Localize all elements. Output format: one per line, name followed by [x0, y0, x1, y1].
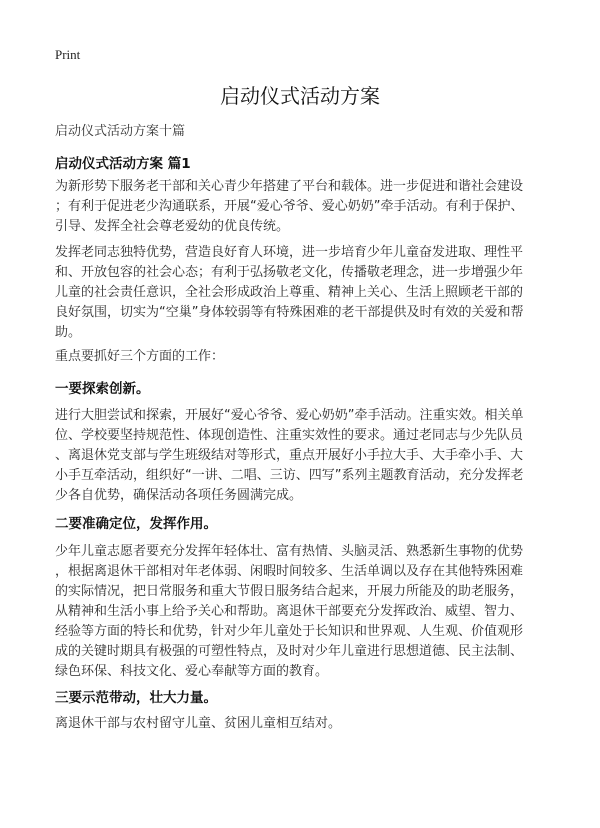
print-link[interactable]: Print	[55, 47, 81, 62]
subheading-3: 三要示范带动，壮大力量。	[55, 690, 217, 706]
subheading-2: 二要准确定位，发挥作用。	[55, 516, 217, 532]
document-subtitle: 启动仪式活动方案十篇	[55, 124, 186, 139]
text-line: 为新形势下服务老干部和关心青少年搭建了平台和载体。进一步促进和谐社会建设	[55, 179, 524, 194]
text-line: 小手互牵活动，组织好“一讲、二唱、三访、四写”系列主题教育活动，充分发挥老	[55, 468, 524, 483]
text-line: 从精神和生活小事上给予关心和帮助。离退休干部要充分发挥政治、威望、智力、	[55, 604, 524, 619]
paragraph-5	[55, 542, 555, 682]
text-line: 助。	[55, 325, 82, 340]
text-line: 发挥老同志独特优势，营造良好育人环境，进一步培育少年儿童奋发进取、理性平	[55, 245, 524, 260]
text-line: 位、学校要坚持规范性、体现创造性、注重实效性的要求。通过老同志与少先队员	[55, 428, 524, 443]
paragraph-6	[55, 714, 555, 734]
text-line: 少年儿童志愿者要充分发挥年轻体壮、富有热情、头脑灵活、熟悉新生事物的优势	[55, 544, 524, 559]
text-line: 重点要抓好三个方面的工作：	[55, 349, 225, 364]
text-line: 成的关键时期具有极强的可塑性特点，及时对少年儿童进行思想道德、民主法制、	[55, 644, 524, 659]
text-line: 良好氛围，切实为“空巢”身体较弱等有特殊困难的老干部提供及时有效的关爱和帮	[55, 305, 524, 320]
text-line: 离退休干部与农村留守儿童、贫困儿童相互结对。	[55, 716, 342, 731]
text-line: 的实际情况，把日常服务和重大节假日服务结合起来，开展力所能及的助老服务，	[55, 584, 524, 599]
section-heading: 启动仪式活动方案 篇1	[55, 156, 191, 172]
paragraph-1	[55, 177, 555, 237]
text-line: 和、开放包容的社会心态；有利于弘扬敬老文化，传播敬老理念，进一步增强少年	[55, 265, 524, 280]
paragraph-4	[55, 406, 555, 506]
subheading-1: 一要探索创新。	[55, 381, 150, 397]
page-title: 启动仪式活动方案	[220, 84, 380, 108]
text-line: 绿色环保、科技文化、爱心奉献等方面的教育。	[55, 664, 329, 679]
text-line: 儿童的社会责任意识，全社会形成政治上尊重、精神上关心、生活上照顾老干部的	[55, 285, 524, 300]
text-line: ，根据离退休干部相对年老体弱、闲暇时间较多、生活单调以及存在其他特殊困难	[55, 564, 524, 579]
paragraph-2	[55, 243, 555, 343]
text-line: 经验等方面的特长和优势，针对少年儿童处于长知识和世界观、人生观、价值观形	[55, 624, 524, 639]
text-line: 、离退休党支部与学生班级结对等形式，重点开展好小手拉大手、大手牵小手、大	[55, 448, 524, 463]
text-line: ；有利于促进老少沟通联系，开展“爱心爷爷、爱心奶奶”牵手活动。有利于保护、	[55, 199, 524, 214]
text-line: 引导、发挥全社会尊老爱幼的优良传统。	[55, 219, 290, 234]
text-line: 进行大胆尝试和探索，开展好“爱心爷爷、爱心奶奶”牵手活动。注重实效。相关单	[55, 408, 524, 423]
text-line: 少各自优势，确保活动各项任务圆满完成。	[55, 488, 303, 503]
paragraph-3	[55, 347, 555, 367]
